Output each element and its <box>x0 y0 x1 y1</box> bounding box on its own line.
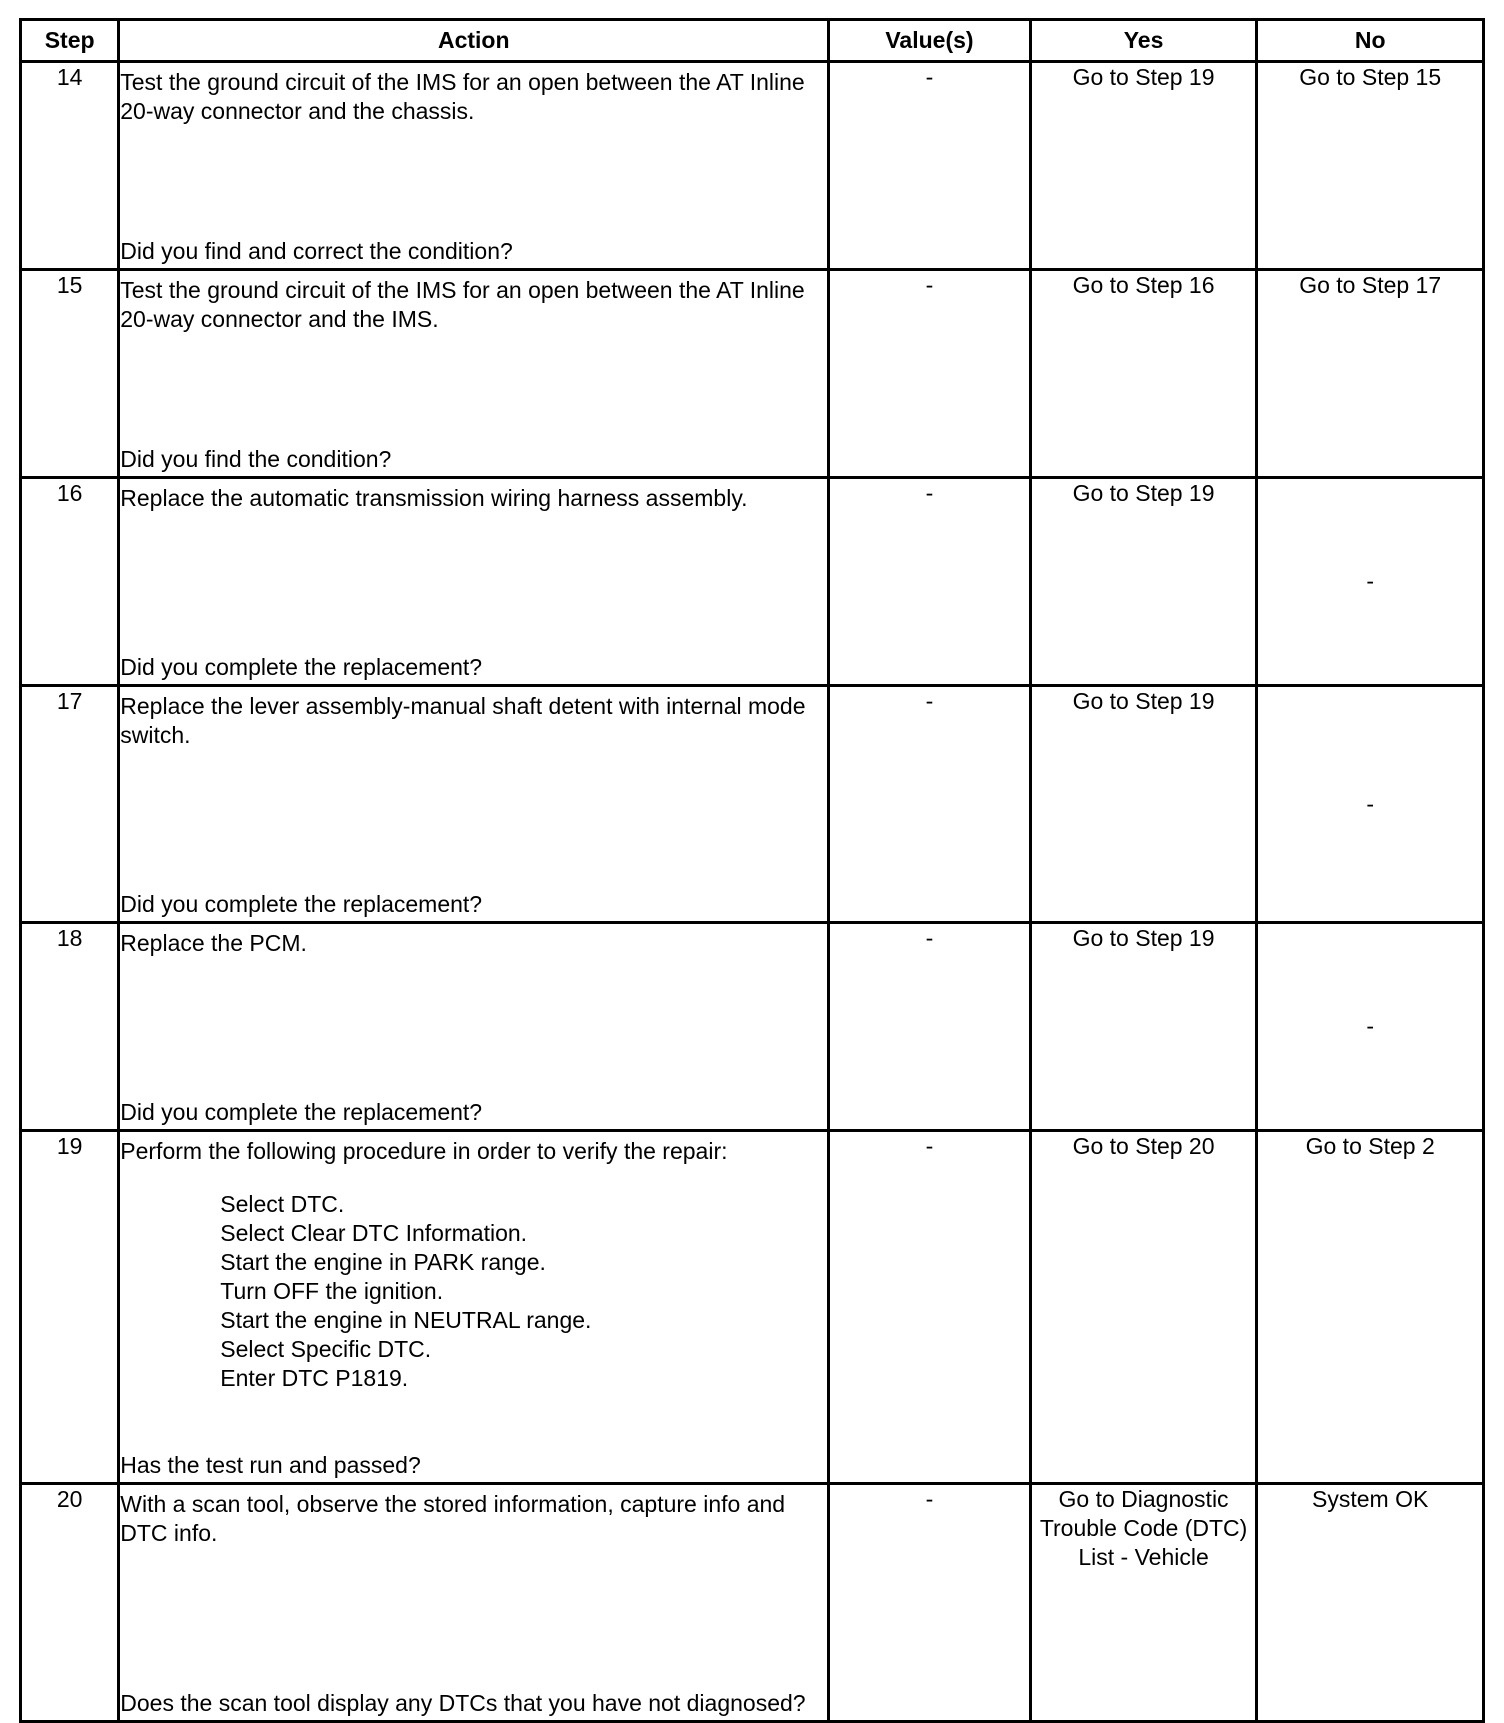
value-cell: - <box>829 478 1031 686</box>
header-values: Value(s) <box>829 20 1031 62</box>
action-cell <box>119 270 829 478</box>
action-text: With a scan tool, observe the stored information, capture info and DTC info. <box>120 1491 786 1546</box>
no-cell: - <box>1257 686 1484 923</box>
yes-cell: Go to Step 19 <box>1030 478 1257 686</box>
action-text: Perform the following procedure in order to verify the repair: <box>120 1138 728 1164</box>
header-step: Step <box>21 20 119 62</box>
procedure-step: Start the engine in NEUTRAL range. <box>220 1307 592 1333</box>
action-text: Test the ground circuit of the IMS for an open between the AT Inline 20-way connector and the chassis. <box>120 69 805 124</box>
procedure-step: Enter DTC P1819. <box>220 1365 409 1391</box>
header-no: No <box>1257 20 1484 62</box>
table-row <box>21 1484 1484 1722</box>
table-row <box>21 923 1484 1131</box>
value-cell: - <box>829 686 1031 923</box>
table-row <box>21 270 1484 478</box>
action-cell <box>119 1131 829 1484</box>
diagnostic-table <box>19 18 1485 1723</box>
no-cell: Go to Step 17 <box>1257 270 1484 478</box>
action-text: Replace the PCM. <box>120 930 307 956</box>
action-question: Did you complete the replacement? <box>120 654 483 680</box>
table-row <box>21 686 1484 923</box>
no-cell: Go to Step 15 <box>1257 62 1484 270</box>
header-action: Action <box>119 20 829 62</box>
step-number: 18 <box>21 923 119 1131</box>
procedure-step: Select Clear DTC Information. <box>220 1220 528 1246</box>
step-number: 19 <box>21 1131 119 1484</box>
action-question: Has the test run and passed? <box>120 1452 421 1478</box>
value-cell: - <box>829 270 1031 478</box>
procedure-step: Select Specific DTC. <box>220 1336 432 1362</box>
yes-cell: Go to Step 19 <box>1030 686 1257 923</box>
procedure-step: Turn OFF the ignition. <box>220 1278 444 1304</box>
action-text: Test the ground circuit of the IMS for an open between the AT Inline 20-way connector and the IMS. <box>120 277 805 332</box>
yes-cell: Go to Diagnostic Trouble Code (DTC) List - Vehicle <box>1030 1484 1257 1722</box>
action-cell <box>119 1484 829 1722</box>
table-row <box>21 1131 1484 1484</box>
no-cell: - <box>1257 478 1484 686</box>
procedure-step: Start the engine in PARK range. <box>220 1249 546 1275</box>
action-question: Does the scan tool display any DTCs that you have not diagnosed? <box>120 1690 806 1716</box>
yes-cell: Go to Step 16 <box>1030 270 1257 478</box>
no-cell: System OK <box>1257 1484 1484 1722</box>
yes-cell: Go to Step 19 <box>1030 62 1257 270</box>
step-number: 20 <box>21 1484 119 1722</box>
value-cell: - <box>829 1484 1031 1722</box>
procedure-step: Select DTC. <box>220 1191 345 1217</box>
header-yes: Yes <box>1030 20 1257 62</box>
action-cell <box>119 478 829 686</box>
action-text: Replace the lever assembly-manual shaft detent with internal mode switch. <box>120 693 806 748</box>
no-cell: - <box>1257 923 1484 1131</box>
no-cell: Go to Step 2 <box>1257 1131 1484 1484</box>
action-cell <box>119 923 829 1131</box>
yes-cell: Go to Step 20 <box>1030 1131 1257 1484</box>
value-cell: - <box>829 1131 1031 1484</box>
procedure-list <box>120 1166 827 1393</box>
action-question: Did you find and correct the condition? <box>120 238 513 264</box>
step-number: 15 <box>21 270 119 478</box>
step-number: 14 <box>21 62 119 270</box>
action-question: Did you complete the replacement? <box>120 1099 483 1125</box>
action-text: Replace the automatic transmission wiring harness assembly. <box>120 485 748 511</box>
action-question: Did you complete the replacement? <box>120 891 483 917</box>
step-number: 16 <box>21 478 119 686</box>
yes-cell: Go to Step 19 <box>1030 923 1257 1131</box>
header-row <box>21 20 1484 62</box>
action-cell <box>119 62 829 270</box>
value-cell: - <box>829 923 1031 1131</box>
action-question: Did you find the condition? <box>120 446 392 472</box>
action-cell <box>119 686 829 923</box>
step-number: 17 <box>21 686 119 923</box>
table-row <box>21 478 1484 686</box>
table-row <box>21 62 1484 270</box>
value-cell: - <box>829 62 1031 270</box>
